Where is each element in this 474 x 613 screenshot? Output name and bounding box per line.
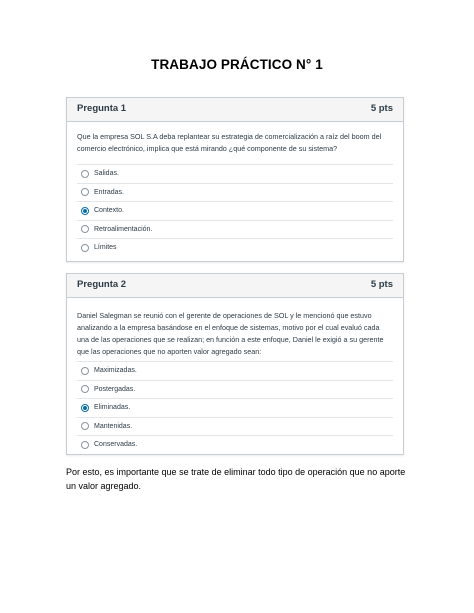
answer-option-label: Retroalimentación. <box>94 225 153 233</box>
question-text: Daniel Salegman se reunió con el gerente de operaciones de SOL y le mencionó que estuvo analizando a la empresa basándose en el enfoque de sistemas, motivo por el cual evaluó cada una de las operaciones que se realizan; en función a este enfoque, Daniel le exigió a su gerente que las operaciones que no aporten valor agregado sean: <box>77 311 384 356</box>
question-title: Pregunta 1 <box>77 103 127 114</box>
question-text: Que la empresa SOL S.A deba replantear su estrategia de comercialización a raíz del boom del comercio electrónico, implica que está mirando ¿qué componente de su sistema? <box>77 132 382 153</box>
question-points: 5 pts <box>370 279 393 290</box>
answer-option[interactable] <box>77 238 393 257</box>
answer-option-label: Postergadas. <box>94 385 136 393</box>
answer-option-selected[interactable] <box>77 398 393 417</box>
answer-option[interactable] <box>77 417 393 436</box>
radio-button-selected[interactable] <box>81 207 89 215</box>
answer-option[interactable] <box>77 361 393 380</box>
radio-button[interactable] <box>81 170 89 178</box>
answer-option-label: Salidas. <box>94 170 119 178</box>
answer-option[interactable] <box>77 380 393 399</box>
question-card-2 <box>66 273 404 455</box>
radio-button[interactable] <box>81 422 89 430</box>
document-title: TRABAJO PRÁCTICO N° 1 <box>151 57 323 72</box>
answer-option-label: Conservadas. <box>94 441 138 449</box>
radio-button[interactable] <box>81 367 89 375</box>
question-card-1 <box>66 97 404 262</box>
answer-option[interactable] <box>77 164 393 183</box>
radio-button[interactable] <box>81 441 89 449</box>
answer-option-label: Contexto. <box>94 207 124 215</box>
radio-button[interactable] <box>81 188 89 196</box>
answer-option-label: Eliminadas. <box>94 404 131 412</box>
question-header <box>67 274 403 298</box>
radio-button-selected[interactable] <box>81 404 89 412</box>
question-points: 5 pts <box>370 103 393 114</box>
answer-option[interactable] <box>77 183 393 202</box>
answer-option[interactable] <box>77 220 393 239</box>
answer-option-label: Mantenidas. <box>94 422 133 430</box>
question-header <box>67 98 403 122</box>
answer-options <box>77 164 393 257</box>
answer-option-selected[interactable] <box>77 201 393 220</box>
answer-option-label: Entradas. <box>94 188 124 196</box>
question-title: Pregunta 2 <box>77 279 127 290</box>
radio-button[interactable] <box>81 385 89 393</box>
radio-button[interactable] <box>81 225 89 233</box>
answer-option[interactable] <box>77 435 393 454</box>
document-paragraph: Por esto, es importante que se trate de eliminar todo tipo de operación que no aporte un valor agregado. <box>66 467 406 491</box>
answer-options <box>77 361 393 454</box>
answer-option-label: Maximizadas. <box>94 367 137 375</box>
radio-button[interactable] <box>81 244 89 252</box>
answer-option-label: Límites <box>94 244 117 252</box>
